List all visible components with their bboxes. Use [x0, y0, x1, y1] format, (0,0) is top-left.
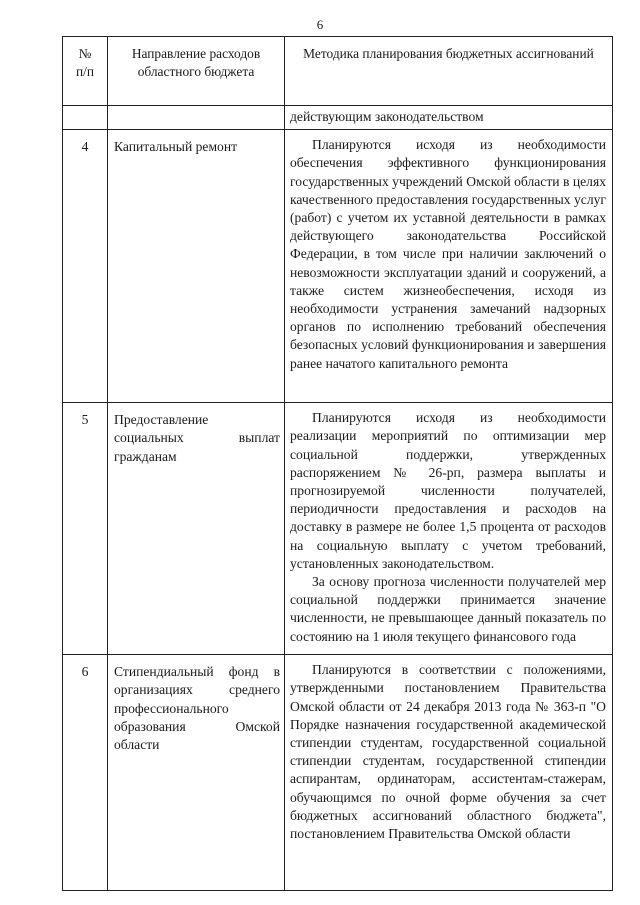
budget-methodology-table	[62, 36, 613, 891]
table-row	[63, 655, 613, 891]
continuation-row	[63, 106, 613, 130]
header-direction: Направление расходов областного бюджета	[108, 37, 285, 106]
method-paragraph: Планируются исходя из необходимости обеспечения эффективного функционирования государственных учреждений Омской области в целях качественного предоставления государственных услуг (работ) с учетом их уставной деятельности в рамках действующего законодательства Российской Федерации, в том числе при наличии заключений о невозможности эксплуатации зданий и сооружений, а также систем жизнеобеспечения, исходя из необходимости устранения замечаний надзорных органов по исполнению требований обеспечения безопасных условий функционирования и завершения ранее начатого капитального ремонта	[290, 137, 606, 371]
table-row	[63, 403, 613, 655]
method-paragraph: Планируются в соответствии с положениями, утвержденными постановлением Правительства Омской области от 24 декабря 2013 года № 363-п "О Порядке назначения государственной академической стипендии студентам, государственной социальной стипендии студентам, государственной стипендии аспирантам, ординаторам, ассистентам-стажерам, обучающимся по очной форме обучения за счет бюджетных ассигнований областного бюджета", постановлением Правительства Омской области	[290, 662, 606, 842]
row-direction: Капитальный ремонт	[108, 130, 285, 403]
row-direction: Стипендиальный фонд в организациях среднего профессионального образования Омской области	[108, 655, 285, 891]
continuation-text: действующим законодательством	[285, 106, 613, 130]
method-paragraph: За основу прогноза численности получателей мер социальной поддержки принимается значение численности, не превышающее данный показатель по состоянию на 1 июля текущего финансового года	[290, 574, 606, 644]
row-method	[285, 403, 613, 655]
table-header-row	[63, 37, 613, 106]
row-number: 6	[63, 655, 108, 891]
method-paragraph: Планируются исходя из необходимости реализации мероприятий по оптимизации мер социальной поддержки, утвержденных распоряжением № 26-рп, размера выплаты и прогнозируемой численности получателей, периодичности предоставления и расходов на доставку в размере не более 1,5 процента от расходов на социальную выплату с учетом требований, установленных законодательством.	[290, 410, 606, 571]
header-method: Методика планирования бюджетных ассигнований	[285, 37, 613, 106]
row-direction: Предоставление социальных выплат гражданам	[108, 403, 285, 655]
row-method	[285, 655, 613, 891]
row-number: 5	[63, 403, 108, 655]
header-num: № п/п	[63, 37, 108, 106]
row-number: 4	[63, 130, 108, 403]
row-method	[285, 130, 613, 403]
page-number: 6	[316, 17, 324, 32]
table-row	[63, 130, 613, 403]
